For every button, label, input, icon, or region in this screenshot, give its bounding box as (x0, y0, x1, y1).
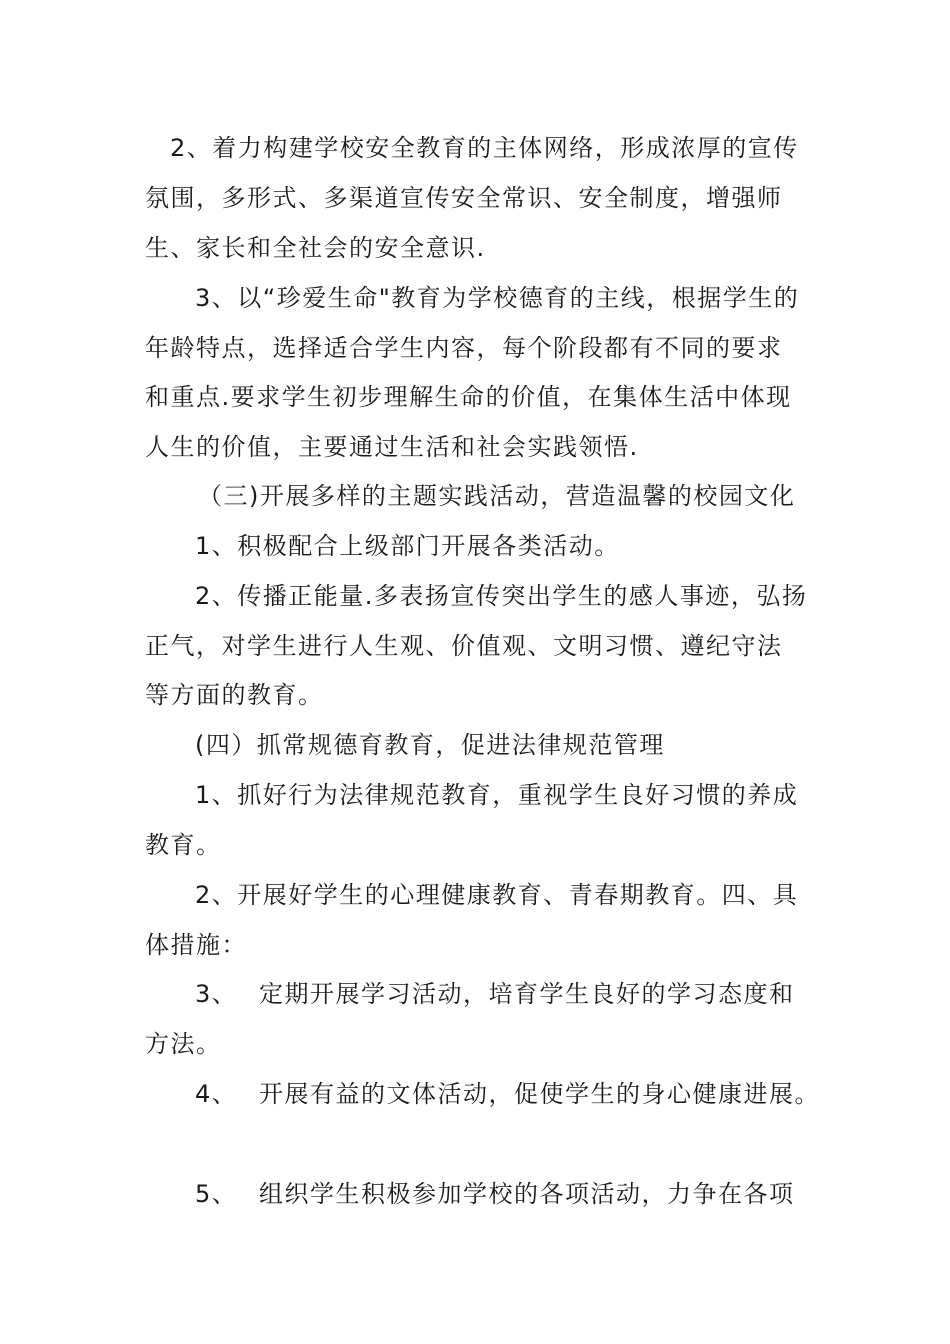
section-heading: （三)开展多样的主题实践活动，营造温馨的校园文化 (198, 482, 796, 510)
list-item (195, 1179, 795, 1209)
paragraph-line: 年龄特点，选择适合学生内容，每个阶段都有不同的要求 (145, 334, 783, 362)
paragraph-line: 2、开展好学生的心理健康教育、青春期教育。四、具 (195, 881, 799, 909)
paragraph-line: 2、着力构建学校安全教育的主体网络，形成浓厚的宣传 (170, 134, 799, 162)
list-number: 3、 (195, 980, 238, 1008)
paragraph-line: 和重点.要求学生初步理解生命的价值，在集体生活中体现 (145, 383, 792, 411)
paragraph-line: 方法。 (145, 1030, 222, 1058)
list-item (195, 979, 795, 1009)
section-heading: (四）抓常规德育教育，促进法律规范管理 (195, 731, 665, 759)
list-item-text: 开展有益的文体活动，促使学生的身心健康进展。 (259, 1080, 820, 1108)
paragraph-line: 生、家长和全社会的安全意识. (145, 234, 486, 262)
paragraph-line: 2、传播正能量.多表扬宣传突出学生的感人事迹，弘扬 (195, 582, 808, 610)
paragraph-line: 1、抓好行为法律规范教育，重视学生良好习惯的养成 (195, 781, 799, 809)
paragraph-line: 人生的价值，主要通过生活和社会实践领悟. (145, 433, 639, 461)
paragraph-line: 3、以“珍爱生命"教育为学校德育的主线，根据学生的 (195, 284, 800, 312)
paragraph-line: 教育。 (145, 831, 222, 859)
list-number: 4、 (195, 1080, 238, 1108)
paragraph-line: 体措施： (145, 931, 247, 959)
paragraph-line: 等方面的教育。 (145, 681, 324, 709)
paragraph-line: 1、积极配合上级部门开展各类活动。 (195, 532, 620, 560)
paragraph-line: 氛围，多形式、多渠道宣传安全常识、安全制度，增强师 (145, 184, 783, 212)
list-item-text: 定期开展学习活动，培育学生良好的学习态度和 (259, 980, 795, 1008)
list-item-text: 组织学生积极参加学校的各项活动，力争在各项 (259, 1180, 795, 1208)
list-number: 5、 (195, 1180, 238, 1208)
list-item (195, 1079, 820, 1109)
paragraph-line: 正气，对学生进行人生观、价值观、文明习惯、遵纪守法 (145, 632, 783, 660)
